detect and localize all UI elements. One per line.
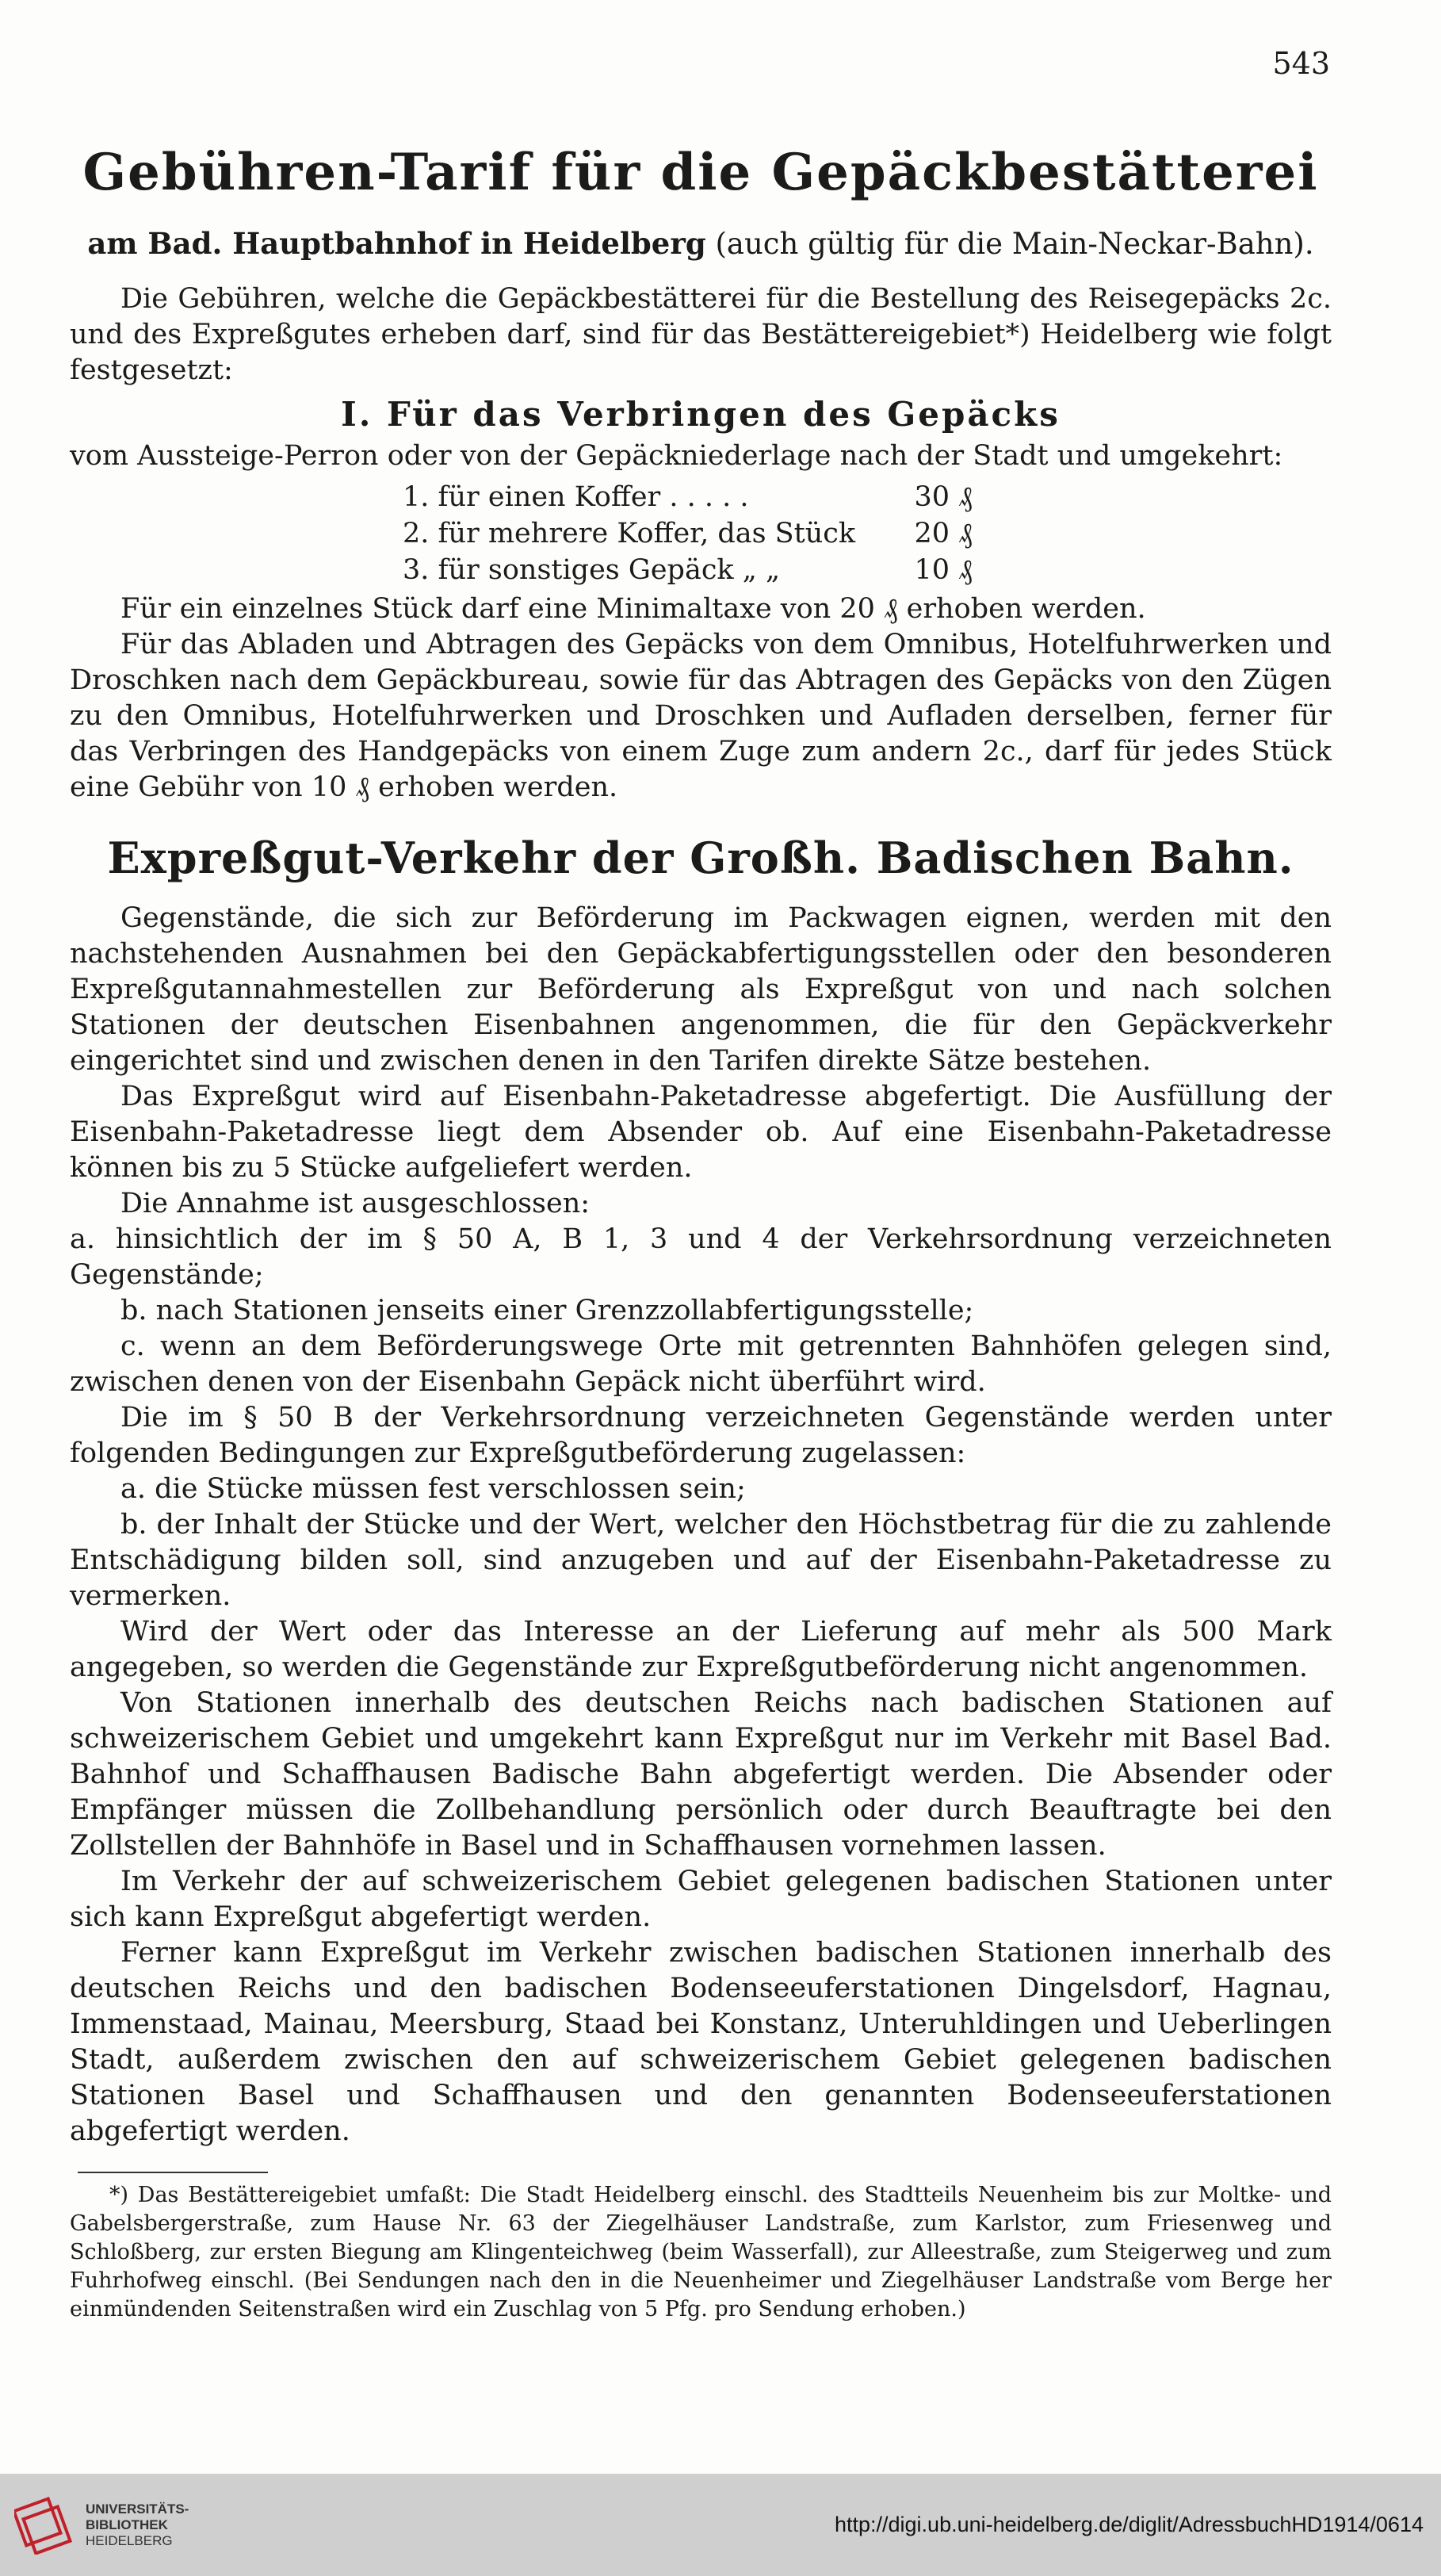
section1-heading: I. Für das Verbringen des Gepäcks bbox=[341, 395, 1061, 434]
footnote: *) Das Bestättereigebiet umfaßt: Die Stadt Heidelberg einschl. des Stadtteils Neuenheim bis zur Moltke- und Gabelsbergerstraße, zum Hause Nr. 63 der Ziegelhäuser Landstraße, zum Karlstor, zum Friesenweg und Schloßberg, zur ersten Biegung am Klingenteichweg (beim Wasserfall), zur Alleestraße, zum Steigerweg und zum Fuhrhofweg einschl. (Bei Sendungen nach den in die Neuenheimer und Ziegelhäuser Landstraße vom Berge her einmündenden Seitenstraßen wird ein Zuschlag von 5 Pfg. pro Sendung erhoben.) bbox=[70, 2183, 1332, 2321]
tariff-row bbox=[403, 515, 1332, 552]
library-seal-icon bbox=[14, 2496, 73, 2555]
section2-item: b. der Inhalt der Stücke und der Wert, welcher den Höchstbetrag für die zu zahlende Entschädigung bilden soll, sind anzugeben und auf der Eisenbahn-Paketadresse zu vermerken. bbox=[70, 1509, 1332, 1612]
text-column bbox=[70, 127, 1332, 2324]
tariff-currency: ₰ bbox=[958, 518, 973, 549]
section2-paragraph: Die im § 50 B der Verkehrsordnung verzeichneten Gegenstände werden unter folgenden Bedingungen zur Expreßgutbeförderung zugelassen: bbox=[70, 1402, 1332, 1469]
section2-item: a. die Stücke müssen fest verschlossen sein; bbox=[120, 1473, 746, 1505]
footnote-rule bbox=[78, 2172, 268, 2173]
tariff-value: 30 bbox=[914, 481, 950, 513]
section2-paragraph: Von Stationen innerhalb des deutschen Reichs nach badischen Stationen auf schweizerischem Gebiet und umgekehrt kann Expreßgut nur im Verkehr mit Basel Bad. Bahnhof und Schaffhausen Badische Bahn abgefertigt werden. Die Absender oder Empfänger müssen die Zollbehandlung persönlich oder durch Beauftragte bei den Zollstellen der Bahnhöfe in Basel und in Schaffhausen vornehmen lassen. bbox=[70, 1687, 1332, 1862]
tariff-currency: ₰ bbox=[958, 481, 973, 513]
logo-line: HEIDELBERG bbox=[86, 2532, 173, 2548]
subtitle bbox=[70, 226, 1332, 261]
tariff-value: 20 bbox=[914, 518, 950, 549]
subtitle-rest: (auch gültig für die Main-Neckar-Bahn). bbox=[715, 227, 1314, 261]
subtitle-bold: am Bad. Hauptbahnhof in Heidelberg bbox=[87, 226, 706, 261]
section2-paragraph: Die Annahme ist ausgeschlossen: bbox=[120, 1188, 591, 1219]
source-url-link[interactable]: http://digi.ub.uni-heidelberg.de/diglit/AdressbuchHD1914/0614 bbox=[834, 2513, 1424, 2536]
section2-paragraph: Im Verkehr der auf schweizerischem Gebiet gelegenen badischen Stationen unter sich kann Expreßgut abgefertigt werden. bbox=[70, 1866, 1332, 1933]
section2-paragraph: Das Expreßgut wird auf Eisenbahn-Paketadresse abgefertigt. Die Ausfüllung der Eisenbahn-Paketadresse liegt dem Absender ob. Auf eine Eisenbahn-Paketadresse können bis zu 5 Stücke aufgeliefert werden. bbox=[70, 1081, 1332, 1184]
section1-lead: vom Aussteige-Perron oder von der Gepäckniederlage nach der Stadt und umgekehrt: bbox=[70, 440, 1283, 472]
section2-item: c. wenn an dem Beförderungswege Orte mit getrennten Bahnhöfen gelegen sind, zwischen denen von der Eisenbahn Gepäck nicht überführt wird. bbox=[70, 1330, 1332, 1398]
tariff-row bbox=[403, 479, 1332, 515]
page-title: Gebühren-Tarif für die Gepäckbestätterei bbox=[82, 143, 1319, 202]
tariff-row bbox=[403, 552, 1332, 588]
tariff-label: 3. für sonstiges Gepäck „ „ bbox=[403, 554, 781, 586]
intro-paragraph: Die Gebühren, welche die Gepäckbestätterei für die Bestellung des Reisegepäcks 2c. und des Expreßgutes erheben darf, sind für das Bestättereigebiet*) Heidelberg wie folgt festgesetzt: bbox=[70, 283, 1332, 386]
section2-paragraph: Wird der Wert oder das Interesse an der Lieferung auf mehr als 500 Mark angegeben, so werden die Gegenstände zur Expreßgutbeförderung nicht angenommen. bbox=[70, 1616, 1332, 1683]
tariff-label: 2. für mehrere Koffer, das Stück bbox=[403, 518, 856, 549]
section2-item: a. hinsichtlich der im § 50 A, B 1, 3 und 4 der Verkehrsordnung verzeichneten Gegenstände; bbox=[70, 1223, 1332, 1291]
tariff-list bbox=[403, 479, 1332, 588]
tariff-currency: ₰ bbox=[958, 554, 973, 586]
viewer-footer-bar bbox=[0, 2474, 1441, 2576]
section2-paragraph: Gegenstände, die sich zur Beförderung im Packwagen eignen, werden mit den nachstehenden Ausnahmen bei den Gepäckabfertigungsstellen oder den besonderen Expreßgutannahmestellen zur Beförderung als Expreßgut von und nach solchen Stationen der deutschen Eisenbahnen angenommen, die für den Gepäckverkehr eingerichtet sind und zwischen denen in den Tarifen direkte Sätze bestehen. bbox=[70, 902, 1332, 1077]
section2-heading: Expreßgut-Verkehr der Großh. Badischen Bahn. bbox=[107, 833, 1294, 883]
section2-paragraph: Ferner kann Expreßgut im Verkehr zwischen badischen Stationen innerhalb des deutschen Reichs und den badischen Bodenseeuferstationen Dingelsdorf, Hagnau, Immenstaad, Mainau, Meersburg, Staad bei Konstanz, Unteruhldingen und Ueberlingen Stadt, außerdem zwischen den auf schweizerischem Gebiet gelegenen badischen Stationen Basel und Schaffhausen und den genannten Bodenseeuferstationen abgefertigt werden. bbox=[70, 1937, 1332, 2147]
logo-line: BIBLIOTHEK bbox=[86, 2517, 168, 2532]
section1-paragraph-1: Für ein einzelnes Stück darf eine Minimaltaxe von 20 ₰ erhoben werden. bbox=[120, 593, 1146, 625]
logo-line: UNIVERSITÄTS- bbox=[86, 2501, 189, 2517]
library-logo[interactable] bbox=[14, 2496, 189, 2555]
section1-paragraph-2: Für das Abladen und Abtragen des Gepäcks von dem Omnibus, Hotelfuhrwerken und Droschken nach dem Gepäckbureau, sowie für das Abtragen des Gepäcks von den Zügen zu den Omnibus, Hotelfuhrwerken und Droschken und Aufladen derselben, ferner für das Verbringen des Handgepäcks von einem Zuge zum andern 2c., darf für jedes Stück eine Gebühr von 10 ₰ erhoben werden. bbox=[70, 629, 1332, 803]
tariff-value: 10 bbox=[914, 554, 950, 586]
tariff-label: 1. für einen Koffer . . . . . bbox=[403, 481, 749, 513]
section2-item: b. nach Stationen jenseits einer Grenzzollabfertigungsstelle; bbox=[120, 1295, 974, 1326]
page-number: 543 bbox=[1272, 46, 1330, 81]
